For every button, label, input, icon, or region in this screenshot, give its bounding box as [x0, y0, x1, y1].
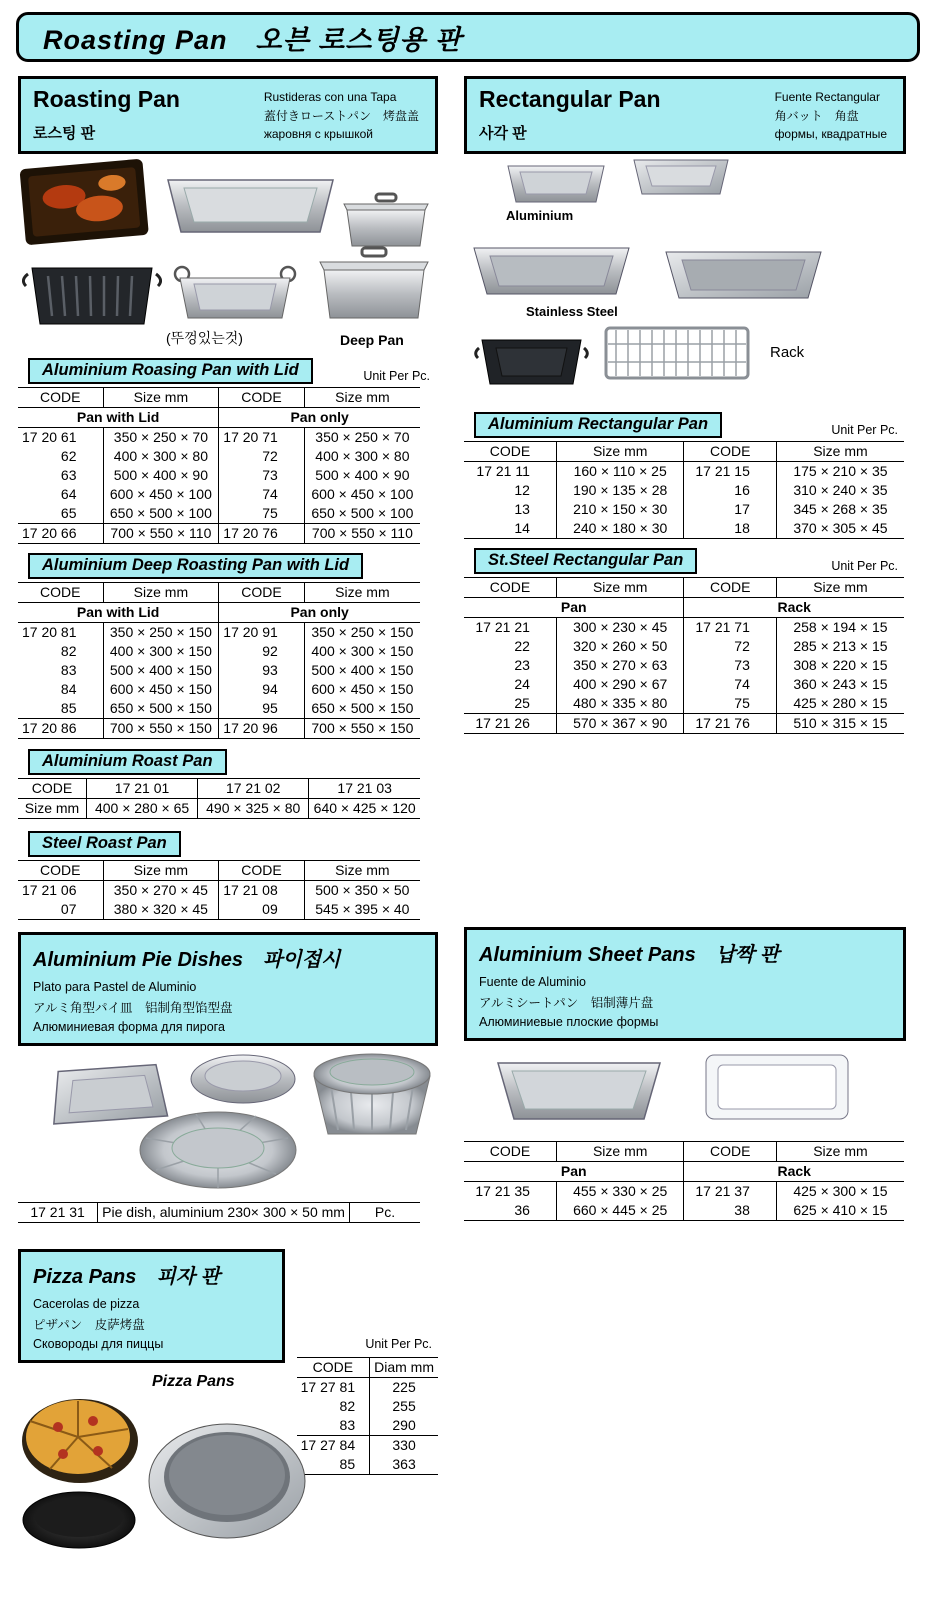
foil-bowl-image: [308, 1046, 436, 1141]
table-cell: 570 × 367 × 90: [556, 714, 684, 734]
table-cell: 65: [60, 505, 77, 521]
round-pie-dish-image: [188, 1052, 298, 1107]
table-header-cell: Size mm: [556, 1142, 684, 1162]
table-cell: 72: [684, 637, 776, 656]
table-cell: 190 × 135 × 28: [556, 481, 684, 500]
table-header-cell: Size mm: [304, 861, 420, 881]
stainless-pan-image-1: [464, 238, 639, 300]
table-cell: 84: [60, 681, 77, 697]
table-cell: 240 × 180 × 30: [556, 519, 684, 539]
table-cell: 350 × 250 × 150: [103, 623, 219, 643]
sheet-pans-title: Aluminium Sheet Pans 납짝 판: [479, 944, 780, 966]
table-header-cell: Diam mm: [370, 1358, 438, 1378]
table-header-cell: CODE: [219, 388, 305, 408]
roasted-food-pan-photo: [16, 151, 151, 250]
table-cell: 400 × 300 × 80: [103, 447, 219, 466]
table-header-cell: Pan only: [219, 408, 420, 428]
pizza-translation-jp-cn: ピザパン 皮萨烤盘: [33, 1318, 145, 1332]
section-title-steel-roast-pan: Steel Roast Pan: [28, 831, 181, 857]
translation-es: Rustideras con una Tapa: [263, 90, 397, 104]
table-cell: 700 × 550 × 110: [304, 524, 420, 544]
aluminium-pan-with-handles-image: [170, 256, 300, 322]
rectangular-pan-title: Rectangular Pan: [479, 86, 661, 112]
table-cell: 650 × 500 × 150: [304, 699, 420, 719]
pie-dish-images: [18, 1046, 438, 1198]
table-cell: 63: [60, 467, 77, 483]
table-cell: 370 × 305 × 45: [776, 519, 904, 539]
pie-dishes-section-header: [18, 932, 438, 1046]
rectangular-pan-subtitle: 사각 판: [479, 125, 527, 142]
table-header-cell: CODE: [464, 1142, 556, 1162]
table-cell: 308 × 220 × 15: [776, 656, 904, 675]
table-cell: 400 × 300 × 150: [103, 642, 219, 661]
table-cell: 36: [514, 1202, 530, 1218]
table-header-cell: Size mm: [556, 442, 684, 462]
table-cell: 73: [684, 656, 776, 675]
table-cell: 17 20 61: [22, 429, 77, 445]
table-cell: 600 × 450 × 100: [103, 485, 219, 504]
translation-es: Fuente Rectangular: [774, 90, 880, 104]
unit-per-pc-label: Unit Per Pc.: [831, 423, 898, 437]
table-cell: 625 × 410 × 15: [776, 1201, 904, 1221]
table-header-cell: Rack: [684, 1162, 904, 1182]
table-cell: 17 21 31: [30, 1204, 85, 1220]
table-cell: 425 × 300 × 15: [776, 1182, 904, 1202]
table-cell: 700 × 550 × 150: [304, 719, 420, 739]
aluminium-rect-tray-image: [626, 154, 736, 200]
table-cell: 290: [370, 1416, 438, 1436]
table-header-cell: CODE: [18, 861, 103, 881]
table-cell: 14: [514, 520, 530, 536]
aluminium-caption: Aluminium: [506, 208, 574, 223]
deep-roasting-pan-table: [18, 582, 420, 739]
table-cell: 650 × 500 × 100: [304, 504, 420, 524]
table-cell: 17 20 71: [219, 428, 305, 448]
table-cell: 600 × 450 × 150: [103, 680, 219, 699]
table-cell: 94: [219, 680, 305, 699]
table-header-cell: Size mm: [776, 578, 904, 598]
pizza-pans-table: [297, 1357, 438, 1475]
pizza-pan-images: [18, 1373, 285, 1561]
table-cell: 363: [370, 1455, 438, 1475]
pie-translation-ru: Алюминиевая форма для пирога: [33, 1020, 225, 1034]
catalog-table: [464, 1141, 904, 1221]
table-cell: 13: [514, 501, 530, 517]
table-cell: 17 21 76: [684, 714, 776, 734]
table-cell: 17 27 81: [300, 1379, 356, 1395]
table-cell: Pie dish, aluminium 230× 300 × 50 mm: [98, 1203, 350, 1223]
table-cell: 17 21 15: [684, 462, 776, 482]
deep-pan-with-lid-image: [310, 246, 438, 324]
aluminium-roast-pan-table: [18, 778, 420, 819]
roasting-pan-title: Roasting Pan: [33, 86, 180, 112]
table-header-cell: Pan only: [219, 603, 420, 623]
table-cell: 400 × 290 × 67: [556, 675, 684, 694]
roasting-pan-translations: [264, 86, 423, 145]
table-cell: 17 20 81: [22, 624, 77, 640]
table-cell: 17 21 11: [476, 463, 530, 479]
catalog-table: [18, 860, 420, 920]
table-cell: 545 × 395 × 40: [304, 900, 420, 920]
unit-per-pc-label: Unit Per Pc.: [363, 369, 430, 383]
pizza-pans-section-header: [18, 1249, 285, 1363]
steel-roast-pan-table: [18, 860, 420, 920]
catalog-table: [464, 441, 904, 539]
table-cell: 82: [339, 1398, 356, 1414]
table-cell: 83: [339, 1417, 356, 1433]
table-cell: 22: [514, 638, 530, 654]
table-cell: 23: [514, 657, 530, 673]
table-cell: 17 21 37: [684, 1182, 776, 1202]
table-cell: 350 × 270 × 45: [103, 881, 219, 901]
table-cell: 400 × 280 × 65: [86, 799, 197, 819]
table-cell: 345 × 268 × 35: [776, 500, 904, 519]
table-header-cell: Size mm: [776, 1142, 904, 1162]
wire-rack-image: [602, 322, 752, 384]
table-cell: 700 × 550 × 150: [103, 719, 219, 739]
table-cell: 350 × 250 × 150: [304, 623, 420, 643]
aluminium-rectangular-pan-table: [464, 441, 904, 539]
table-header-cell: Size mm: [304, 388, 420, 408]
table-cell: 25: [514, 695, 530, 711]
table-header-cell: Pan: [464, 598, 684, 618]
lid-note-caption: (뚜껑있는것): [166, 330, 243, 346]
table-cell: 75: [684, 694, 776, 714]
steel-rectangular-pan-table: [464, 577, 904, 734]
roasting-pan-subtitle: 로스팅 판: [33, 125, 96, 142]
table-cell: 350 × 250 × 70: [304, 428, 420, 448]
sheet-rack-image: [702, 1051, 852, 1123]
table-cell: Size mm: [18, 799, 86, 819]
table-cell: 330: [370, 1436, 438, 1456]
table-cell: 500 × 350 × 50: [304, 881, 420, 901]
table-cell: 17 21 71: [684, 618, 776, 638]
table-cell: 18: [684, 519, 776, 539]
table-cell: 660 × 445 × 25: [556, 1201, 684, 1221]
table-cell: 17 20 66: [18, 524, 103, 544]
pie-dishes-title: Aluminium Pie Dishes 파이접시: [33, 949, 341, 971]
table-cell: 17 20 76: [219, 524, 305, 544]
table-cell: 17 21 08: [219, 881, 305, 901]
table-header-cell: Size mm: [103, 583, 219, 603]
table-cell: 09: [219, 900, 305, 920]
pizza-pans-image-label: Pizza Pans: [152, 1373, 235, 1390]
table-cell: 640 × 425 × 120: [309, 799, 420, 819]
catalog-table: [18, 1202, 420, 1223]
table-header-cell: Rack: [684, 598, 904, 618]
table-cell: 350 × 250 × 70: [103, 428, 219, 448]
table-cell: 17 21 01: [86, 779, 197, 799]
table-cell: 24: [514, 676, 530, 692]
table-header-cell: Size mm: [556, 578, 684, 598]
table-cell: 74: [219, 485, 305, 504]
table-cell: 17: [684, 500, 776, 519]
pizza-image: [18, 1389, 143, 1489]
table-header-cell: CODE: [219, 583, 305, 603]
table-cell: 600 × 450 × 150: [304, 680, 420, 699]
table-cell: 07: [60, 901, 77, 917]
table-cell: 62: [60, 448, 77, 464]
table-cell: 210 × 150 × 30: [556, 500, 684, 519]
table-cell: 160 × 110 × 25: [556, 462, 684, 482]
sheet-translation-ru: Алюминиевые плоские формы: [479, 1015, 659, 1029]
table-cell: Pc.: [349, 1203, 420, 1223]
deep-pan-caption: Deep Pan: [340, 332, 404, 348]
catalog-table: [297, 1357, 438, 1475]
table-cell: 455 × 330 × 25: [556, 1182, 684, 1202]
pizza-unit-label: Unit Per Pc.: [365, 1337, 432, 1351]
dark-roasting-pan-with-rack-image: [22, 250, 162, 330]
table-cell: 17 20 96: [219, 719, 305, 739]
table-header-cell: Pan: [464, 1162, 684, 1182]
table-cell: 17 20 86: [18, 719, 103, 739]
page-banner-title: Roasting Pan 오븐 로스팅용 판: [43, 24, 463, 55]
sheet-pans-table: [464, 1141, 904, 1221]
table-cell: 17 20 91: [219, 623, 305, 643]
catalog-table: [464, 577, 904, 734]
table-cell: 500 × 400 × 90: [304, 466, 420, 485]
table-cell: 255: [370, 1397, 438, 1416]
table-cell: 500 × 400 × 150: [304, 661, 420, 680]
table-cell: 258 × 194 × 15: [776, 618, 904, 638]
table-cell: 285 × 213 × 15: [776, 637, 904, 656]
table-header-cell: Size mm: [103, 388, 219, 408]
table-header-cell: CODE: [684, 578, 776, 598]
aluminium-roasting-pan-image: [158, 168, 343, 240]
table-header-cell: CODE: [684, 442, 776, 462]
table-cell: 700 × 550 × 110: [103, 524, 219, 544]
table-header-cell: CODE: [18, 388, 103, 408]
table-cell: 500 × 400 × 90: [103, 466, 219, 485]
table-cell: 310 × 240 × 35: [776, 481, 904, 500]
left-column: [18, 76, 438, 1561]
roasting-pan-lid-table: [18, 387, 420, 544]
table-cell: CODE: [31, 780, 73, 796]
table-cell: 83: [60, 662, 77, 678]
table-cell: 74: [684, 675, 776, 694]
sheet-translation-jp-cn: アルミシートパン 铝制薄片盘: [479, 996, 654, 1010]
table-cell: 12: [514, 482, 530, 498]
section-title-aluminium-rectangular-pan: Aluminium Rectangular Pan: [474, 412, 722, 438]
unit-per-pc-label: Unit Per Pc.: [831, 559, 898, 573]
table-cell: 500 × 400 × 150: [103, 661, 219, 680]
rectangular-pan-images: [464, 154, 906, 408]
table-cell: 72: [219, 447, 305, 466]
section-title-steel-rectangular-pan: St.Steel Rectangular Pan: [474, 548, 697, 574]
sheet-pan-image: [486, 1049, 671, 1127]
small-lidded-pan-image: [336, 192, 436, 250]
foil-plate-image: [136, 1108, 301, 1193]
table-cell: 175 × 210 × 35: [776, 462, 904, 482]
table-header-cell: CODE: [297, 1358, 370, 1378]
table-header-cell: CODE: [684, 1142, 776, 1162]
table-cell: 300 × 230 × 45: [556, 618, 684, 638]
aluminium-rect-pan-image: [500, 158, 612, 208]
table-cell: 82: [60, 643, 77, 659]
pie-dish-table: [18, 1202, 420, 1223]
pizza-pans-section: [18, 1249, 438, 1561]
pie-translation-jp-cn: アルミ角型パイ皿 铝制角型馅型盘: [33, 1001, 233, 1015]
table-cell: 600 × 450 × 100: [304, 485, 420, 504]
table-cell: 64: [60, 486, 77, 502]
pizza-pans-title: Pizza Pans 피자 판: [33, 1266, 220, 1288]
table-header-cell: Pan with Lid: [18, 408, 219, 428]
stainless-steel-caption: Stainless Steel: [526, 304, 618, 319]
table-cell: 490 × 325 × 80: [198, 799, 309, 819]
table-cell: 480 × 335 × 80: [556, 694, 684, 714]
stainless-pan-image-2: [656, 242, 831, 304]
table-cell: 38: [684, 1201, 776, 1221]
table-cell: 650 × 500 × 150: [103, 699, 219, 719]
table-cell: 17 21 06: [22, 882, 77, 898]
table-header-cell: Size mm: [304, 583, 420, 603]
table-header-cell: CODE: [219, 861, 305, 881]
sheet-pan-images: [464, 1041, 906, 1137]
table-cell: 225: [370, 1378, 438, 1398]
pie-translation-es: Plato para Pastel de Aluminio: [33, 980, 197, 994]
catalog-table: [18, 387, 420, 544]
table-cell: 425 × 280 × 15: [776, 694, 904, 714]
catalog-table: [18, 582, 420, 739]
translation-jp-cn: 角バット 角盘: [774, 108, 859, 123]
table-cell: 95: [219, 699, 305, 719]
translation-ru: жаровня с крышкой: [263, 127, 373, 142]
dark-pan-image: [474, 326, 589, 390]
table-header-cell: CODE: [18, 583, 103, 603]
table-cell: 75: [219, 504, 305, 524]
section-title-aluminium-roast-pan: Aluminium Roast Pan: [28, 749, 227, 775]
table-cell: 17 21 21: [475, 619, 530, 635]
rectangular-pan-translations: [775, 86, 891, 145]
table-header-cell: CODE: [464, 578, 556, 598]
pizza-translation-ru: Сковороды для пиццы: [33, 1337, 164, 1351]
rack-caption: Rack: [770, 344, 805, 361]
rectangular-pan-section-header: [464, 76, 906, 154]
table-cell: 16: [684, 481, 776, 500]
pizza-translation-es: Cacerolas de pizza: [33, 1297, 140, 1311]
table-header-cell: Pan with Lid: [18, 603, 219, 623]
catalog-table: [18, 778, 420, 819]
table-cell: 85: [339, 1456, 356, 1472]
table-cell: 400 × 300 × 80: [304, 447, 420, 466]
table-cell: 350 × 270 × 63: [556, 656, 684, 675]
table-cell: 17 21 02: [198, 779, 309, 799]
table-cell: 650 × 500 × 100: [103, 504, 219, 524]
table-header-cell: Size mm: [103, 861, 219, 881]
table-cell: 17 21 03: [309, 779, 420, 799]
table-cell: 320 × 260 × 50: [556, 637, 684, 656]
right-column: [464, 76, 906, 1221]
table-cell: 360 × 243 × 15: [776, 675, 904, 694]
table-cell: 17 27 84: [297, 1436, 370, 1456]
roasting-pan-section-header: [18, 76, 438, 154]
dark-pizza-pan-image: [20, 1489, 138, 1551]
grey-pizza-pan-image: [146, 1421, 308, 1541]
translation-ru: формы, квадратные: [774, 127, 887, 142]
table-cell: 73: [219, 466, 305, 485]
table-cell: 17 21 35: [475, 1183, 530, 1199]
section-title-roasting-pan-with-lid: Aluminium Roasing Pan with Lid: [28, 358, 313, 384]
sheet-pans-section-header: [464, 927, 906, 1041]
table-header-cell: CODE: [464, 442, 556, 462]
table-cell: 93: [219, 661, 305, 680]
table-cell: 510 × 315 × 15: [776, 714, 904, 734]
table-cell: 17 21 26: [464, 714, 556, 734]
page-banner: [16, 12, 920, 62]
table-cell: 380 × 320 × 45: [103, 900, 219, 920]
table-cell: 85: [60, 700, 77, 716]
translation-jp-cn: 蓋付きローストパン 烤盘盖: [263, 108, 419, 123]
table-cell: 400 × 300 × 150: [304, 642, 420, 661]
roasting-pan-images: [18, 154, 438, 354]
table-header-cell: Size mm: [776, 442, 904, 462]
sheet-translation-es: Fuente de Aluminio: [479, 975, 587, 989]
section-title-deep-roasting-pan: Aluminium Deep Roasting Pan with Lid: [28, 553, 363, 579]
table-cell: 92: [219, 642, 305, 661]
